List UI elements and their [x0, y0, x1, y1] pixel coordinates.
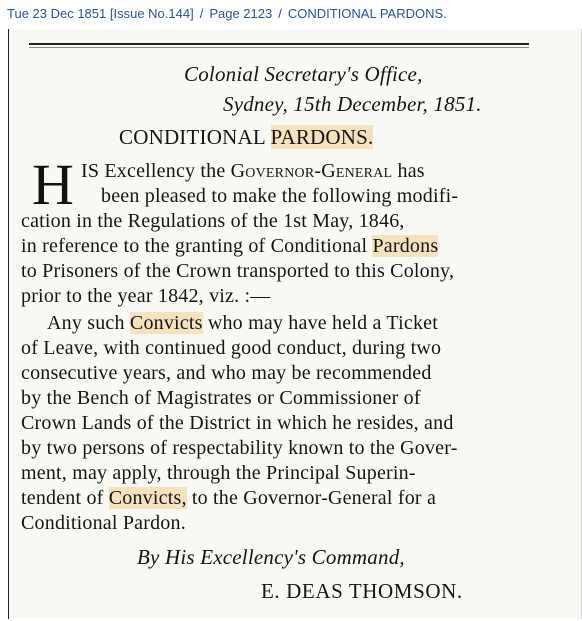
body-text: has — [392, 160, 425, 182]
heading-text: CONDITIONAL — [119, 125, 271, 149]
breadcrumb — [7, 6, 447, 21]
body-line: Crown Lands of the District in which he resides, and — [21, 412, 454, 434]
body-line: consecutive years, and who may be recommended — [21, 362, 432, 384]
body-text-smallcaps: Governor-General — [230, 160, 393, 182]
body-line: by two persons of respectability known to the Gover- — [21, 437, 458, 459]
breadcrumb-issue-link[interactable]: Tue 23 Dec 1851 [Issue No.144] — [7, 6, 194, 21]
body-line: prior to the year 1842, viz. :— — [21, 285, 271, 307]
drop-cap: H — [32, 152, 74, 217]
breadcrumb-article-link[interactable]: CONDITIONAL PARDONS. — [287, 6, 447, 21]
body-line: Conditional Pardon. — [21, 512, 186, 534]
body-text: who may have held a Ticket — [202, 312, 438, 334]
body-line: cation in the Regulations of the 1st May, 1846, — [21, 210, 405, 232]
body-line: ment, may apply, through the Principal Superin- — [21, 462, 416, 484]
article-heading — [119, 125, 373, 150]
body-text: IS Excellency the — [81, 160, 231, 182]
command-line: By His Excellency's Command, — [137, 545, 405, 569]
body-line: to Prisoners of the Crown transported to this Colony, — [21, 260, 455, 282]
search-highlight: Pardons — [372, 235, 439, 257]
breadcrumb-separator: / — [199, 6, 204, 21]
body-text: in reference to the granting of Conditional — [21, 235, 373, 257]
top-rule-thin — [29, 47, 529, 48]
body-text: Any such — [47, 312, 130, 334]
body-line — [81, 160, 425, 183]
top-rule — [29, 43, 529, 45]
body-line — [47, 312, 438, 335]
body-line: by the Bench of Magistrates or Commissioner of — [21, 387, 421, 409]
breadcrumb-bar — [0, 0, 582, 28]
search-highlight: Convicts — [129, 312, 203, 334]
dateline: Sydney, 15th December, 1851. — [223, 92, 482, 116]
breadcrumb-separator: / — [278, 6, 282, 21]
body-text: tendent of — [21, 487, 109, 509]
search-highlight: Convicts, — [108, 487, 187, 509]
body-line: been pleased to make the following modifi- — [101, 185, 459, 207]
office-line: Colonial Secretary's Office, — [184, 62, 423, 86]
body-line — [21, 487, 436, 510]
article-clipping — [8, 29, 582, 619]
body-line — [21, 235, 438, 258]
heading-highlight: PARDONS. — [270, 125, 374, 149]
body-text: to the Governor-General for a — [186, 487, 437, 509]
signature: E. DEAS THOMSON. — [261, 579, 463, 603]
body-line: of Leave, with continued good conduct, during two — [21, 337, 442, 359]
breadcrumb-page-link[interactable]: Page 2123 — [209, 6, 273, 21]
